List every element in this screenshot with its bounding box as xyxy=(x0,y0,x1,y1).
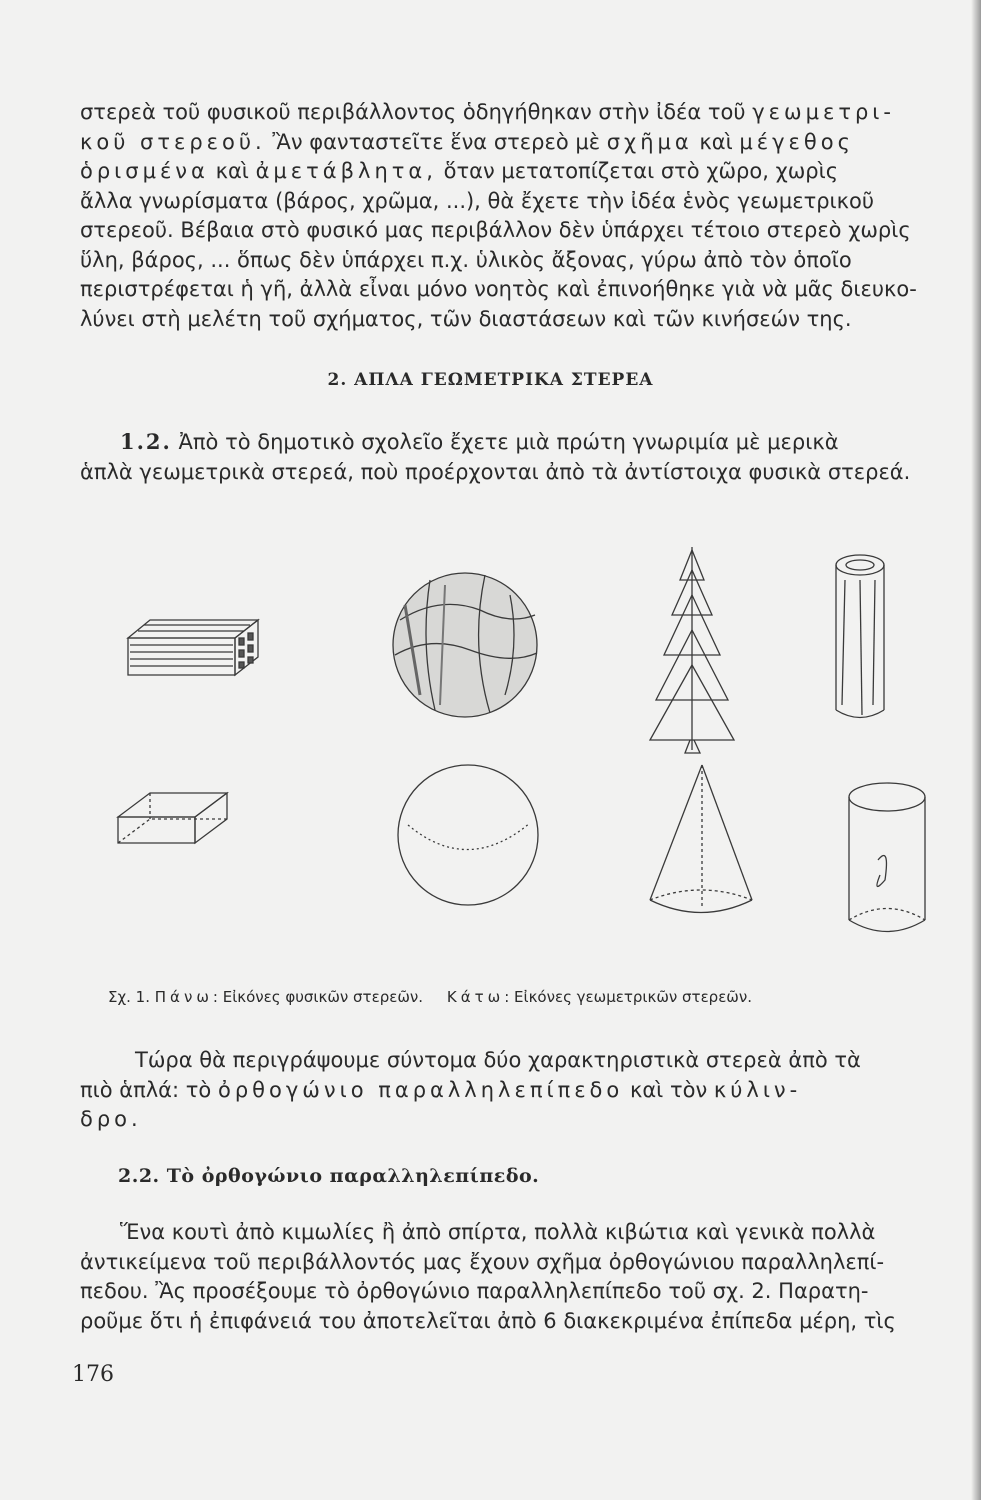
text-line: λύνει στὴ μελέτη τοῦ σχήματος, τῶν διαστάσεων καὶ τῶν κινήσεών της. xyxy=(80,306,852,331)
text-line: Ἕνα κουτὶ ἀπὸ κιμωλίες ἢ ἀπὸ σπίρτα, πολλὰ κιβώτια καὶ γενικὰ πολλὰ xyxy=(120,1220,876,1244)
text-line: καὶ xyxy=(215,159,249,183)
text-line: ὕλη, βάρος, ... ὅπως δὲν ὑπάρχει π.χ. ὑλικὸς ἄξονας, γύρω ἀπὸ τὸν ὁποῖο xyxy=(80,247,852,272)
paragraph-3 xyxy=(80,1046,935,1135)
emphasis-text: κοῦ στερεοῦ. xyxy=(80,129,266,154)
brick-illustration xyxy=(128,620,258,675)
sphere xyxy=(398,765,538,905)
text-line: στερεὰ τοῦ φυσικοῦ περιβάλλοντος ὁδηγήθηκαν στὴν ἰδέα τοῦ xyxy=(80,100,746,124)
text-line: ἄλλα γνωρίσματα (βάρος, χρῶμα, ...), θὰ ἔχετε τὴν ἰδέα ἑνὸς γεωμετρικοῦ xyxy=(80,188,875,213)
text-line: Τώρα θὰ περιγράψουμε σύντομα δύο χαρακτηριστικὰ στερεὰ ἀπὸ τὰ xyxy=(135,1048,861,1072)
log-illustration xyxy=(836,555,884,718)
emphasis-text: γεωμετρι- xyxy=(752,100,895,124)
text-line: πιὸ ἁπλά: τὸ xyxy=(80,1077,212,1102)
paragraph-1 xyxy=(80,98,935,334)
emphasis-text: μέγεθος xyxy=(739,129,854,154)
emphasis-text: ὁρισμένα xyxy=(80,159,209,183)
text-line: πεδου. Ἂς προσέξουμε τὸ ὀρθογώνιο παραλληλεπίπεδο τοῦ σχ. 2. Παρατη- xyxy=(80,1279,869,1303)
section-heading: 2. ΑΠΛΑ ΓΕΩΜΕΤΡΙΚΑ ΣΤΕΡΕΑ xyxy=(327,370,654,390)
text-line: ἁπλὰ γεωμετρικὰ στερεά, ποὺ προέρχονται ἀπὸ τὰ ἀντίστοιχα φυσικὰ στερεά. xyxy=(80,459,911,484)
paragraph-2 xyxy=(80,427,935,487)
emphasis-text: ὀρθογώνιο παραλληλεπίπεδο xyxy=(217,1077,624,1102)
text-line: ροῦμε ὅτι ἡ ἐπιφάνειά του ἀποτελεῖται ἀπὸ 6 διακεκριμένα ἐπίπεδα μέρη, τὶς xyxy=(80,1308,896,1333)
text-line: περιστρέφεται ἡ γῆ, ἀλλὰ εἶναι μόνο νοητὸς καὶ ἐπινοήθηκε γιὰ νὰ μᾶς διευκο- xyxy=(80,277,917,301)
emphasis-text: σχῆμα xyxy=(606,129,693,154)
figure-solids xyxy=(90,535,950,975)
cylinder xyxy=(849,783,925,932)
ball-illustration xyxy=(393,573,537,717)
caption-bottom-label: Κάτω xyxy=(446,988,505,1006)
text-line: καὶ τὸν xyxy=(629,1077,708,1102)
emphasis-text: δρο. xyxy=(80,1107,142,1131)
text-line: στερεοῦ. Βέβαια στὸ φυσικό μας περιβάλλον δὲν ὑπάρχει τέτοιο στερεὸ χωρὶς xyxy=(80,218,911,242)
emphasis-text: κύλιν- xyxy=(713,1077,802,1102)
caption-top-label: Πάνω xyxy=(154,988,213,1006)
page-number: 176 xyxy=(72,1362,114,1387)
page-edge-shadow xyxy=(971,0,981,1500)
paragraph-4 xyxy=(80,1218,935,1336)
text-line: Ἂν φανταστεῖτε ἕνα στερεὸ μὲ xyxy=(272,129,601,154)
caption-text: : Εἰκόνες φυσικῶν στερεῶν. xyxy=(212,988,424,1006)
text-line: ὅταν μετατοπίζεται στὸ χῶρο, χωρὶς xyxy=(443,159,839,183)
tree-illustration xyxy=(650,547,734,753)
text-line: καὶ xyxy=(699,129,733,154)
caption-text: : Εἰκόνες γεωμετρικῶν στερεῶν. xyxy=(504,988,753,1006)
emphasis-text: ἀμετάβλητα, xyxy=(255,159,437,183)
text-line: Ἀπὸ τὸ δημοτικὸ σχολεῖο ἔχετε μιὰ πρώτη γνωριμία μὲ μερικὰ xyxy=(178,430,839,454)
text-line: ἀντικείμενα τοῦ περιβάλλοντός μας ἔχουν σχῆμα ὀρθογώνιου παραλληλεπί- xyxy=(80,1249,885,1274)
cone xyxy=(650,765,752,913)
figure-caption xyxy=(108,988,928,1006)
rectangular-prism xyxy=(118,793,227,843)
caption-label: Σχ. 1. xyxy=(108,988,150,1006)
subsection-heading: 2.2. Τὸ ὀρθογώνιο παραλληλεπίπεδο. xyxy=(118,1165,540,1187)
paragraph-number: 1.2. xyxy=(120,429,172,454)
